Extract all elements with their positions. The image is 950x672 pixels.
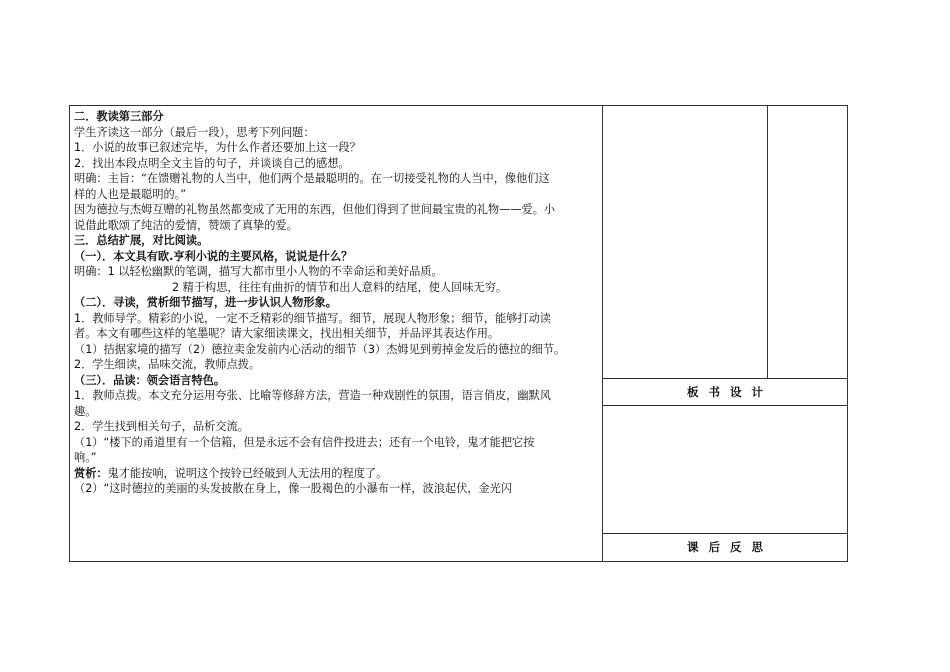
subsection-heading: （三）．品读：领会语言特色。 [74,373,226,387]
row-divider-2 [602,405,848,406]
text-line: 趣。 [74,404,97,418]
text-line: 样的人也是最聪明的。” [74,187,187,201]
text-line: 2．找出本段点明全文主旨的句子，并谈谈自己的感想。 [74,156,350,170]
section-heading: 三．总结扩展，对比阅读。 [74,234,209,247]
appreciation-label: 赏析： [74,466,108,480]
text-line: 2 精于构思，往往有曲折的情节和出人意料的结尾，使人回味无穷。 [172,280,508,294]
inner-column-divider [767,105,768,378]
text-line: 1．教师导学。精彩的小说，一定不乏精彩的细节描写。细节，展现人物形象；细节，能够打动读 [74,311,551,325]
text-line: 响。” [74,451,97,464]
subsection-heading: （一）．本文具有欧.亨利小说的主要风格，说说是什么？ [74,249,353,263]
text-line: 者。本文有哪些这样的笔墨呢？请大家细读课文，找出相关细节，并品评其表达作用。 [74,327,500,340]
board-design-heading: 板书设计 [687,385,773,399]
table-bottom-border [69,561,848,562]
table-top-border [69,105,848,106]
text-line: 1．教师点拨。本文充分运用夸张、比喻等修辞方法，营造一种戏剧性的氛围，语言俏皮，幽默风 [74,389,551,402]
after-class-reflection-heading: 课后反思 [687,540,773,554]
table-right-border [847,105,848,562]
text-line: 学生齐读这一部分（最后一段），思考下列问题： [74,125,315,139]
text-line: 2．学生找到相关句子，品析交流。 [74,420,249,433]
text-line: （2）“这时德拉的美丽的头发披散在身上，像一股褐色的小瀑布一样，波浪起伏，金光闪 [74,482,513,495]
text-line: （1）“楼下的甬道里有一个信箱，但是永远不会有信件投进去；还有一个电铃，鬼才能把它按 [74,435,535,449]
text-line: （1）拮据家境的描写（2）德拉卖金发前内心活动的细节（3）杰姆见到剪掉金发后的德拉的细节。 [74,342,566,356]
text-line: 2．学生细读，品味交流，教师点拨。 [74,358,261,371]
column-divider [602,105,603,562]
table-left-border [69,105,70,562]
appreciation-text: 鬼才能按响，说明这个按铃已经破到人无法用的程度了。 [107,466,388,480]
appreciation-line [74,466,602,482]
lesson-content [74,109,602,497]
text-line: 1．小说的故事已叙述完毕，为什么作者还要加上这一段？ [74,141,361,154]
text-line: 说借此歌颂了纯洁的爱情，赞颂了真挚的爱。 [74,218,298,232]
row-divider-1 [602,378,848,379]
subsection-heading: （二）．寻读，赏析细节描写，进一步认识人物形象。 [74,296,337,309]
text-line: 明确：1 以轻松幽默的笔调，描写大都市里小人物的不幸命运和美好品质。 [74,265,443,278]
text-line: 因为德拉与杰姆互赠的礼物虽然都变成了无用的东西，但他们得到了世间最宝贵的礼物——爱。小 [74,203,556,216]
row-divider-3 [602,533,848,534]
text-line: 明确：主旨：“在馈赠礼物的人当中，他们两个是最聪明的。在一切接受礼物的人当中，像他们这 [74,172,550,185]
section-heading: 二．教读第三部分 [74,110,164,123]
